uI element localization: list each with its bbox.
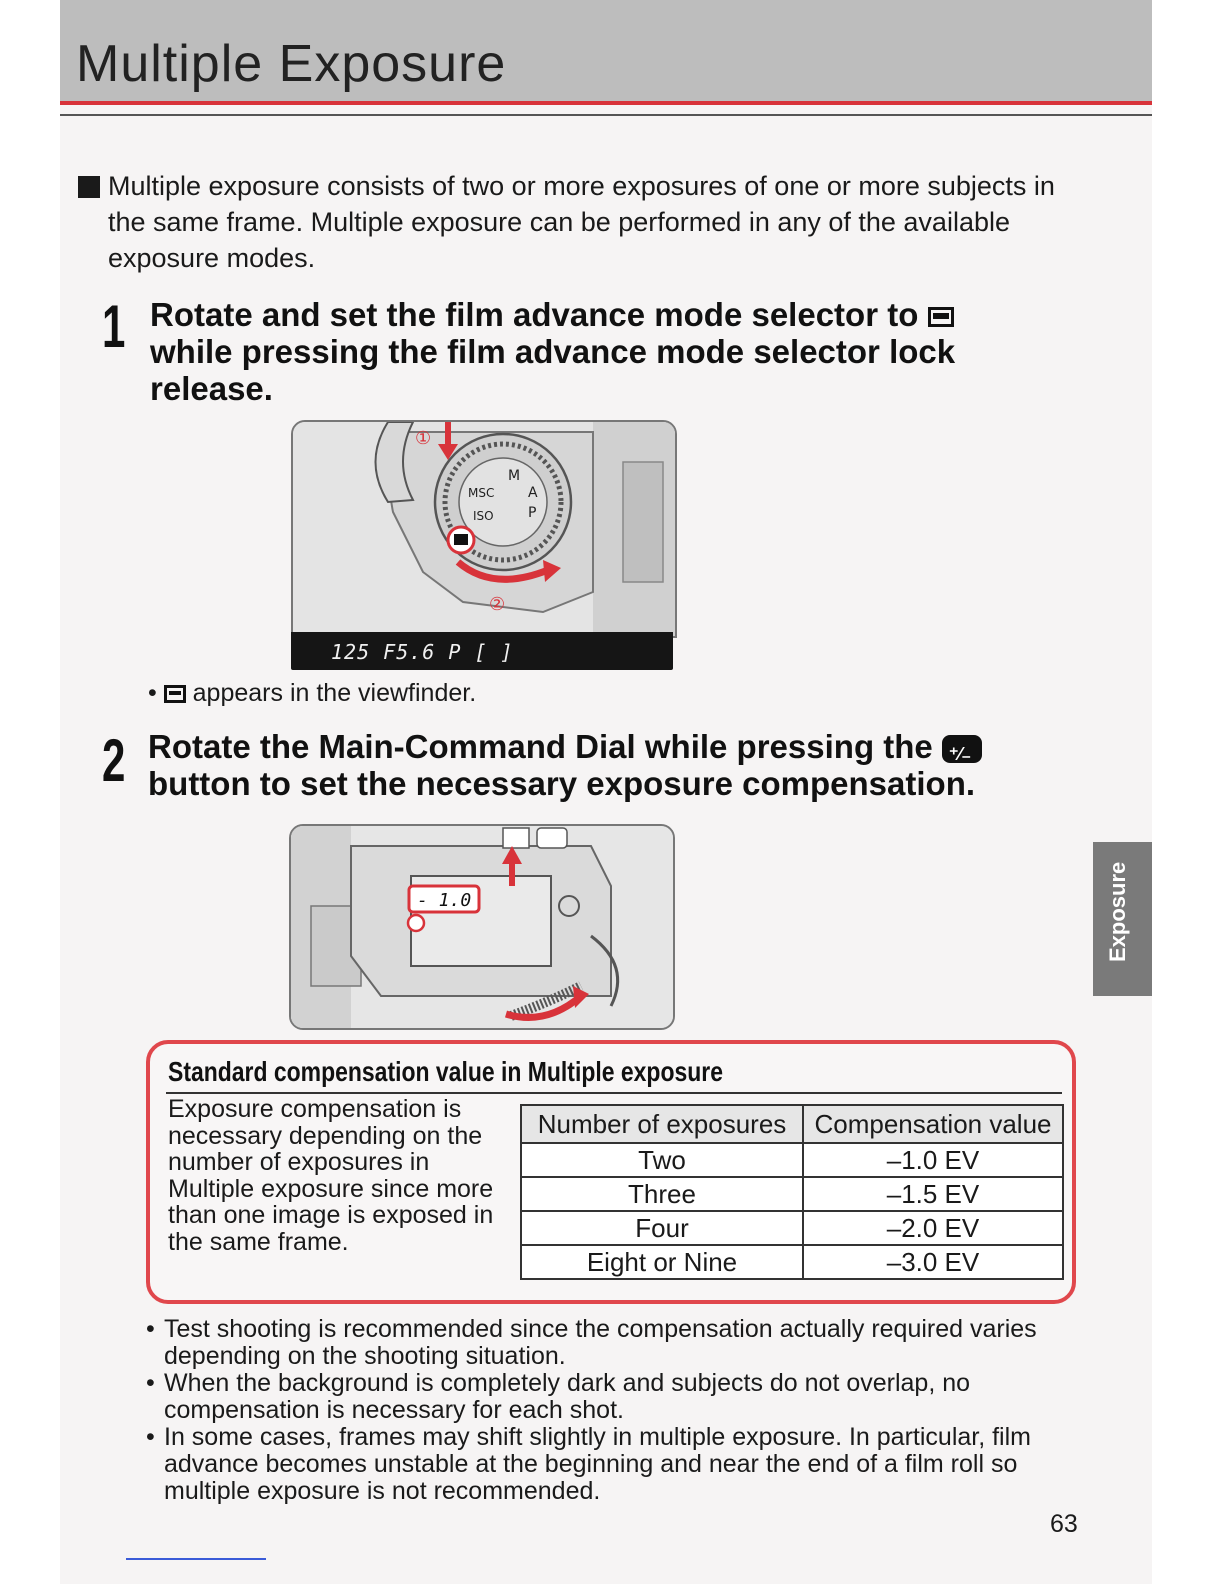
table-cell: Two (521, 1143, 803, 1177)
table-row (521, 1211, 1063, 1245)
svg-text:P: P (528, 505, 537, 521)
page-title: Multiple Exposure (76, 35, 507, 93)
note-item: • When the background is completely dark and subjects do not overlap, no compensation is necessary for each shot. (146, 1370, 1086, 1424)
column-header: Compensation value (803, 1105, 1063, 1143)
viewfinder-note: • appears in the viewfinder. (148, 679, 477, 707)
viewfinder-note-text: appears in the viewfinder. (192, 679, 477, 707)
mode-selector-illustration (291, 420, 677, 638)
section-side-tab (1093, 842, 1152, 996)
column-header: Number of exposures (521, 1105, 803, 1143)
viewfinder-readout: 125 F5.6 P [ ] (331, 640, 514, 664)
table-header-row (521, 1105, 1063, 1143)
svg-text:M: M (508, 468, 521, 484)
table-row (521, 1143, 1063, 1177)
square-bullet-icon (78, 176, 100, 198)
table-cell: –3.0 EV (803, 1245, 1063, 1279)
bottom-scan-line (126, 1558, 266, 1560)
single-frame-mode-icon (164, 685, 186, 703)
step-2-number: 2 (102, 727, 126, 794)
table-cell: Three (521, 1177, 803, 1211)
step-1-number: 1 (102, 293, 126, 360)
header-red-rule (60, 101, 1152, 105)
page-number: 63 (1050, 1510, 1078, 1538)
svg-text:MSC: MSC (468, 486, 495, 500)
step-2-line-1: Rotate the Main-Command Dial while pressing the (148, 728, 933, 765)
compensation-table (520, 1104, 1064, 1280)
single-frame-mode-icon (928, 307, 954, 327)
step-1-line-3: release. (150, 370, 273, 407)
step-1-line-1: Rotate and set the film advance mode selector to (150, 296, 919, 333)
standard-compensation-description: Exposure compensation is necessary depending on the number of exposures in Multiple exposure since more than one image is exposed in the same frame. (168, 1095, 494, 1256)
svg-text:A: A (528, 485, 538, 501)
command-dial-illustration (289, 824, 675, 1030)
callout-2: ② (489, 594, 506, 615)
step-1-instruction (150, 296, 1070, 407)
intro-text: Multiple exposure consists of two or more exposures of one or more subjects in the same frame. Multiple exposure can be performed in any of the available exposure modes. (108, 171, 1055, 273)
intro-paragraph (78, 168, 1088, 276)
note-item: • In some cases, frames may shift slightly in multiple exposure. In particular, film advance becomes unstable at the beginning and near the end of a film roll so multiple exposure is not recommended. (146, 1424, 1086, 1505)
table-cell: Eight or Nine (521, 1245, 803, 1279)
table-row (521, 1245, 1063, 1279)
side-tab-label: Exposure (1105, 861, 1130, 962)
lcd-readout: - 1.0 (417, 890, 472, 911)
step-1-line-2: while pressing the film advance mode selector lock (150, 333, 956, 370)
table-row (521, 1177, 1063, 1211)
standard-compensation-box (146, 1040, 1076, 1304)
note-item: • Test shooting is recommended since the compensation actually required varies depending on the shooting situation. (146, 1316, 1086, 1370)
notes-list (146, 1316, 1086, 1505)
exposure-compensation-button-icon (942, 735, 982, 763)
viewfinder-display (291, 632, 673, 670)
callout-1: ① (415, 428, 432, 449)
step-2-line-2: button to set the necessary exposure compensation. (148, 765, 976, 802)
standard-compensation-title: Standard compensation value in Multiple exposure (168, 1056, 723, 1087)
title-rule (166, 1092, 1062, 1094)
svg-text:ISO: ISO (473, 509, 494, 523)
step-2-instruction (148, 728, 1088, 802)
table-cell: –2.0 EV (803, 1211, 1063, 1245)
table-cell: –1.5 EV (803, 1177, 1063, 1211)
mode-dial-drawing (293, 422, 675, 636)
header-dark-rule (60, 114, 1152, 116)
table-cell: Four (521, 1211, 803, 1245)
table-cell: –1.0 EV (803, 1143, 1063, 1177)
camera-top-drawing (291, 826, 673, 1028)
